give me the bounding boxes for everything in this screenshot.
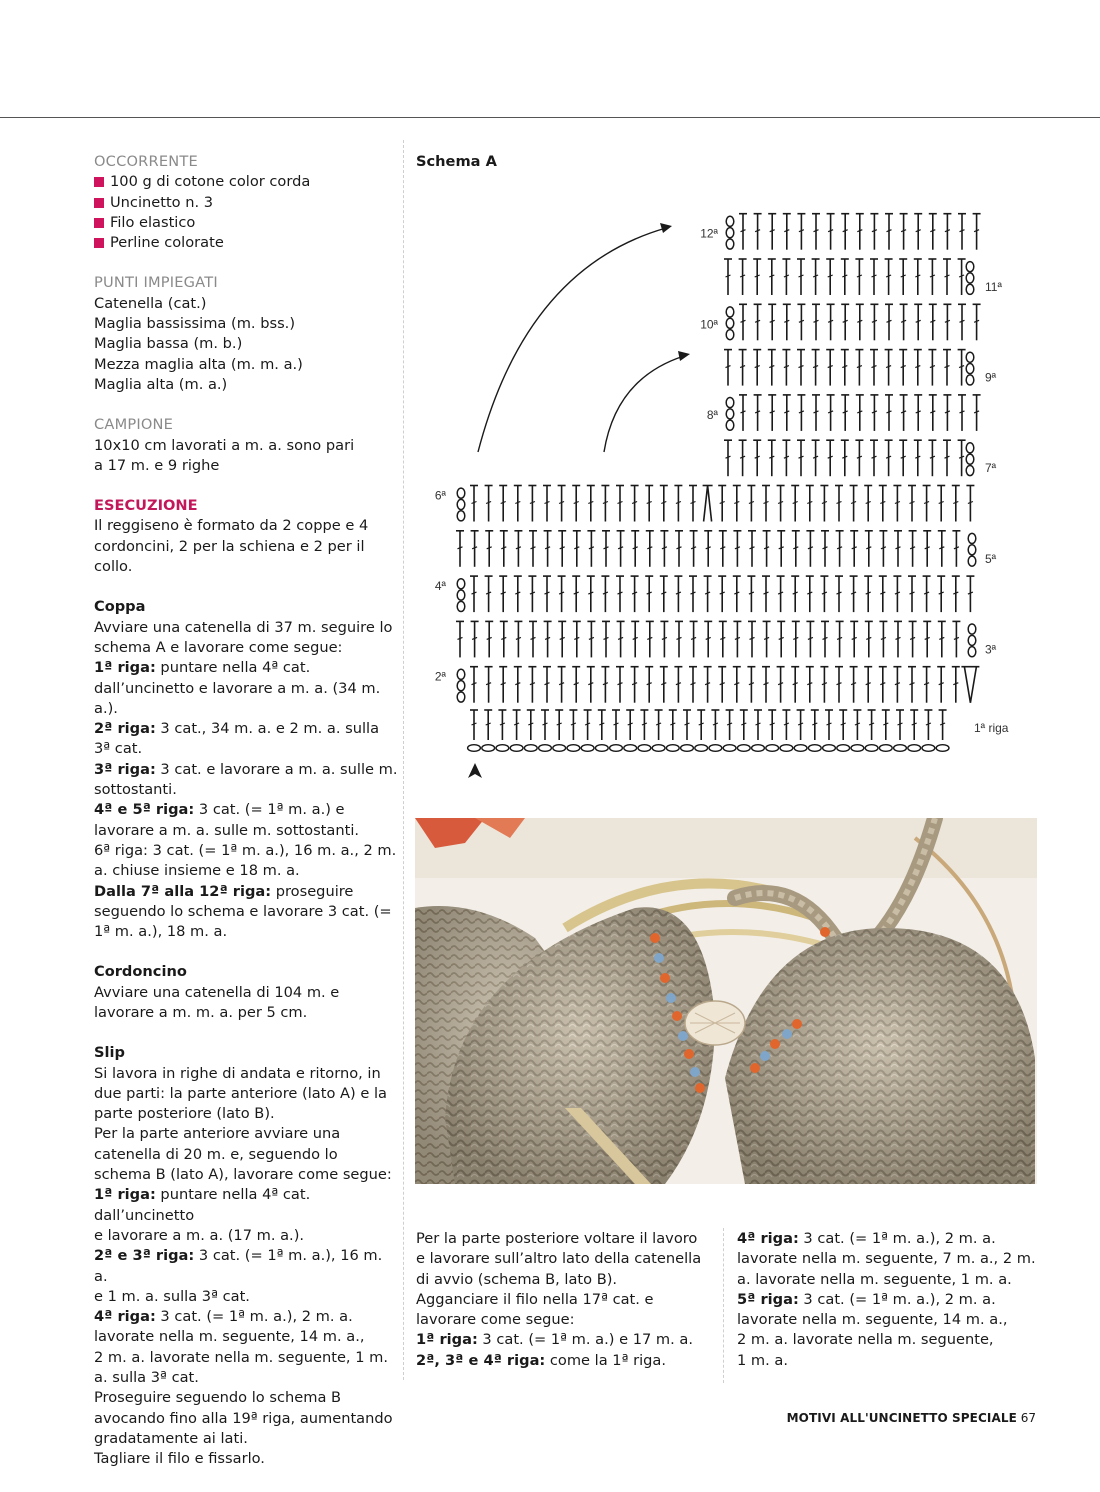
text-line: Agganciare il filo nella 17ª cat. e — [416, 1290, 654, 1308]
row-label: 6ª — [434, 488, 446, 503]
turning-chain — [457, 579, 465, 589]
list-item: 100 g di cotone color corda — [94, 172, 399, 192]
text-line: 1ª riga: puntare nella 4ª cat. — [94, 659, 311, 677]
row-label: 4ª — [434, 579, 446, 594]
chain-stitch — [737, 745, 750, 752]
text-line: 2ª e 3ª riga: 3 cat. (= 1ª m. a.), 16 m. a. — [94, 1247, 383, 1285]
chain-stitch — [908, 745, 921, 752]
turning-chain — [457, 590, 465, 600]
text-line: sottostanti. — [94, 781, 177, 799]
magazine-title: MOTIVI ALL'UNCINETTO SPECIALE — [786, 1411, 1017, 1425]
row-label: 11ª — [985, 280, 1002, 294]
column-divider-2 — [723, 1228, 724, 1383]
text-line: catenella di 20 m. e, seguendo lo — [94, 1145, 338, 1163]
arrow-head-icon — [678, 351, 690, 361]
bullet-square-icon — [94, 177, 104, 187]
turning-chain — [457, 692, 465, 702]
chain-stitch — [936, 745, 949, 752]
crochet-diagram — [416, 180, 1040, 790]
chain-stitch — [808, 745, 821, 752]
text-line: 3ª riga: 3 cat. e lavorare a m. a. sulle m. — [94, 760, 398, 778]
column-divider — [403, 140, 404, 1380]
campione-line: 10x10 cm lavorati a m. a. sono pari — [94, 436, 355, 454]
chain-stitch — [681, 745, 694, 752]
text-line: 1ª riga: puntare nella 4ª cat. dall’uncinetto — [94, 1186, 311, 1224]
schema-title: Schema A — [416, 153, 497, 170]
turning-chain — [966, 284, 974, 294]
chain-stitch — [581, 745, 594, 752]
cordoncino-title: Cordoncino — [94, 963, 187, 981]
esecuzione-title: ESECUZIONE — [94, 497, 198, 515]
turning-chain — [968, 556, 976, 566]
text-line: a. sulla 3ª cat. — [94, 1369, 199, 1387]
text-line: dall’uncinetto e lavorare a m. a. (34 m. a.). — [94, 679, 381, 717]
text-line: Dalla 7ª alla 12ª riga: proseguire — [94, 882, 354, 900]
top-rule — [0, 117, 1100, 118]
list-item: Uncinetto n. 3 — [94, 193, 399, 213]
turning-chain — [968, 635, 976, 645]
text-line: e lavorare sull’altro lato della catenella — [416, 1250, 702, 1268]
list-item: Perline colorate — [94, 233, 399, 253]
chain-stitch — [595, 745, 608, 752]
turning-chain — [457, 499, 465, 509]
slip-title: Slip — [94, 1044, 125, 1062]
slip-text — [94, 1064, 399, 1470]
chain-stitch — [794, 745, 807, 752]
turning-chain — [966, 273, 974, 283]
chain-stitch — [709, 745, 722, 752]
turning-chain — [457, 511, 465, 521]
text-line: Si lavora in righe di andata e ritorno, in — [94, 1064, 381, 1082]
turning-chain — [726, 216, 734, 226]
turning-chain — [726, 409, 734, 419]
coppa-title: Coppa — [94, 598, 146, 616]
turning-chain — [966, 375, 974, 385]
chain-stitch — [723, 745, 736, 752]
chain-stitch — [496, 745, 509, 752]
chain-stitch — [879, 745, 892, 752]
chain-stitch — [553, 745, 566, 752]
row-label: 1ª riga — [974, 721, 1009, 735]
bullet-square-icon — [94, 238, 104, 248]
text-line: 2ª, 3ª e 4ª riga: come la 1ª riga. — [416, 1351, 667, 1369]
text-line: lavorate nella m. seguente, 14 m. a., — [737, 1311, 1008, 1329]
text-line: e 1 m. a. sulla 3ª cat. — [94, 1287, 250, 1305]
text-line: lavorate nella m. seguente, 7 m. a., 2 m. — [737, 1250, 1036, 1268]
text-line: 2ª riga: 3 cat., 34 m. a. e 2 m. a. sulla 3ª cat. — [94, 720, 380, 758]
chain-stitch — [823, 745, 836, 752]
chain-stitch — [766, 745, 779, 752]
turning-chain — [966, 454, 974, 464]
turning-chain — [966, 364, 974, 374]
row-label: 10ª — [700, 317, 718, 332]
text-line: Avviare una catenella di 37 m. seguire lo — [94, 618, 393, 636]
campione-title: CAMPIONE — [94, 416, 174, 434]
list-item: Mezza maglia alta (m. m. a.) — [94, 355, 303, 373]
row-label: 8ª — [706, 407, 718, 422]
row-label: 7ª — [985, 461, 997, 476]
punti-title: PUNTI IMPIEGATI — [94, 274, 218, 292]
chain-stitch — [922, 745, 935, 752]
turning-chain — [966, 352, 974, 362]
chain-stitch — [837, 745, 850, 752]
row-label: 12ª — [700, 226, 718, 241]
list-item: Maglia bassissima (m. bss.) — [94, 315, 296, 333]
coppa-text — [94, 618, 399, 943]
turning-chain — [968, 545, 976, 555]
text-line: schema A e lavorare come segue: — [94, 638, 343, 656]
turning-chain — [457, 488, 465, 498]
text-line: schema B (lato A), lavorare come segue: — [94, 1166, 392, 1184]
text-line: seguendo lo schema e lavorare 3 cat. (= — [94, 902, 392, 920]
text-line: a. chiuse insieme e 18 m. a. — [94, 862, 300, 880]
turning-chain — [726, 228, 734, 238]
list-item: Maglia alta (m. a.) — [94, 375, 228, 393]
cordoncino-line: Avviare una catenella di 104 m. e — [94, 983, 340, 1001]
esecuzione-line: cordoncini, 2 per la schiena e 2 per il collo. — [94, 537, 365, 576]
left-column — [94, 152, 399, 1470]
text-line: 5ª riga: 3 cat. (= 1ª m. a.), 2 m. a. — [737, 1290, 996, 1308]
text-line: due parti: la parte anteriore (lato A) e la — [94, 1084, 387, 1102]
text-line: 1 m. a. — [737, 1351, 788, 1369]
turning-chain — [966, 465, 974, 475]
row-label: 9ª — [985, 370, 997, 385]
row-label: 2ª — [434, 669, 446, 684]
occorrente-list — [94, 172, 399, 253]
turning-chain — [726, 239, 734, 249]
text-column-c — [737, 1229, 1057, 1371]
text-line: Proseguire seguendo lo schema B — [94, 1389, 342, 1407]
chain-stitch — [510, 745, 523, 752]
turning-chain — [726, 307, 734, 317]
cordoncino-line: lavorare a m. m. a. per 5 cm. — [94, 1003, 308, 1021]
start-arrow-icon — [468, 763, 482, 778]
row-label: 5ª — [985, 551, 997, 566]
esecuzione-line: Il reggiseno è formato da 2 coppe e 4 — [94, 517, 369, 535]
text-line: 2 m. a. lavorate nella m. seguente, — [737, 1331, 994, 1349]
chain-stitch — [468, 745, 481, 752]
stitch-dc2tog — [704, 486, 708, 522]
chain-stitch — [638, 745, 651, 752]
chain-stitch — [624, 745, 637, 752]
text-line: a. lavorate nella m. seguente, 1 m. a. — [737, 1270, 1012, 1288]
turning-chain — [457, 681, 465, 691]
turning-chain — [968, 624, 976, 634]
text-line: Tagliare il filo e fissarlo. — [94, 1450, 265, 1468]
text-line: e lavorare a m. a. (17 m. a.). — [94, 1226, 305, 1244]
bullet-square-icon — [94, 198, 104, 208]
chain-stitch — [894, 745, 907, 752]
chain-stitch — [752, 745, 765, 752]
crochet-bikini-photo — [415, 818, 1037, 1184]
chain-stitch — [567, 745, 580, 752]
text-column-b — [416, 1229, 716, 1371]
turning-chain — [726, 318, 734, 328]
text-line: 6ª riga: 3 cat. (= 1ª m. a.), 16 m. a., 2 m. — [94, 841, 397, 859]
turning-chain — [726, 330, 734, 340]
chain-stitch — [666, 745, 679, 752]
chain-stitch — [652, 745, 665, 752]
text-line: 4ª riga: 3 cat. (= 1ª m. a.), 2 m. a. — [94, 1308, 353, 1326]
chain-stitch — [780, 745, 793, 752]
text-line: di avvio (schema B, lato B). — [416, 1270, 618, 1288]
direction-arrow-long — [478, 228, 666, 452]
text-line: lavorate nella m. seguente, 14 m. a., — [94, 1328, 365, 1346]
turning-chain — [457, 669, 465, 679]
text-line: lavorare a m. a. sulle m. sottostanti. — [94, 821, 360, 839]
list-item: Catenella (cat.) — [94, 294, 207, 312]
stitch-increase — [964, 667, 970, 703]
chain-stitch — [539, 745, 552, 752]
list-item: Filo elastico — [94, 213, 399, 233]
turning-chain — [966, 443, 974, 453]
campione-line: a 17 m. e 9 righe — [94, 456, 220, 474]
list-item: Maglia bassa (m. b.) — [94, 335, 243, 353]
direction-arrow-short — [604, 356, 684, 452]
text-line: 1ª riga: 3 cat. (= 1ª m. a.) e 17 m. a. — [416, 1331, 693, 1349]
text-line: Per la parte posteriore voltare il lavoro — [416, 1230, 698, 1247]
text-line: gradatamente ai lati. — [94, 1429, 248, 1447]
turning-chain — [966, 262, 974, 272]
text-line: 1ª m. a.), 18 m. a. — [94, 923, 228, 941]
turning-chain — [968, 647, 976, 657]
arrow-head-icon — [660, 223, 672, 233]
turning-chain — [968, 533, 976, 543]
turning-chain — [726, 420, 734, 430]
chain-stitch — [695, 745, 708, 752]
text-line: avocando fino alla 19ª riga, aumentando — [94, 1409, 393, 1427]
turning-chain — [726, 398, 734, 408]
chain-stitch — [851, 745, 864, 752]
photo-illustration — [415, 818, 1037, 1184]
chain-stitch — [482, 745, 495, 752]
chain-stitch — [865, 745, 878, 752]
text-line: Per la parte anteriore avviare una — [94, 1125, 341, 1143]
occorrente-title: OCCORRENTE — [94, 153, 198, 170]
turning-chain — [457, 601, 465, 611]
row-label: 3ª — [985, 642, 997, 657]
text-line: 4ª e 5ª riga: 3 cat. (= 1ª m. a.) e — [94, 801, 345, 819]
page-footer — [787, 1411, 1036, 1425]
text-line: 4ª riga: 3 cat. (= 1ª m. a.), 2 m. a. — [737, 1230, 996, 1247]
chain-stitch — [610, 745, 623, 752]
text-line: 2 m. a. lavorate nella m. seguente, 1 m. — [94, 1348, 388, 1366]
bullet-square-icon — [94, 218, 104, 228]
text-line: parte posteriore (lato B). — [94, 1105, 275, 1123]
text-line: lavorare come segue: — [416, 1311, 575, 1329]
chain-stitch — [524, 745, 537, 752]
page-number: 67 — [1020, 1411, 1036, 1425]
